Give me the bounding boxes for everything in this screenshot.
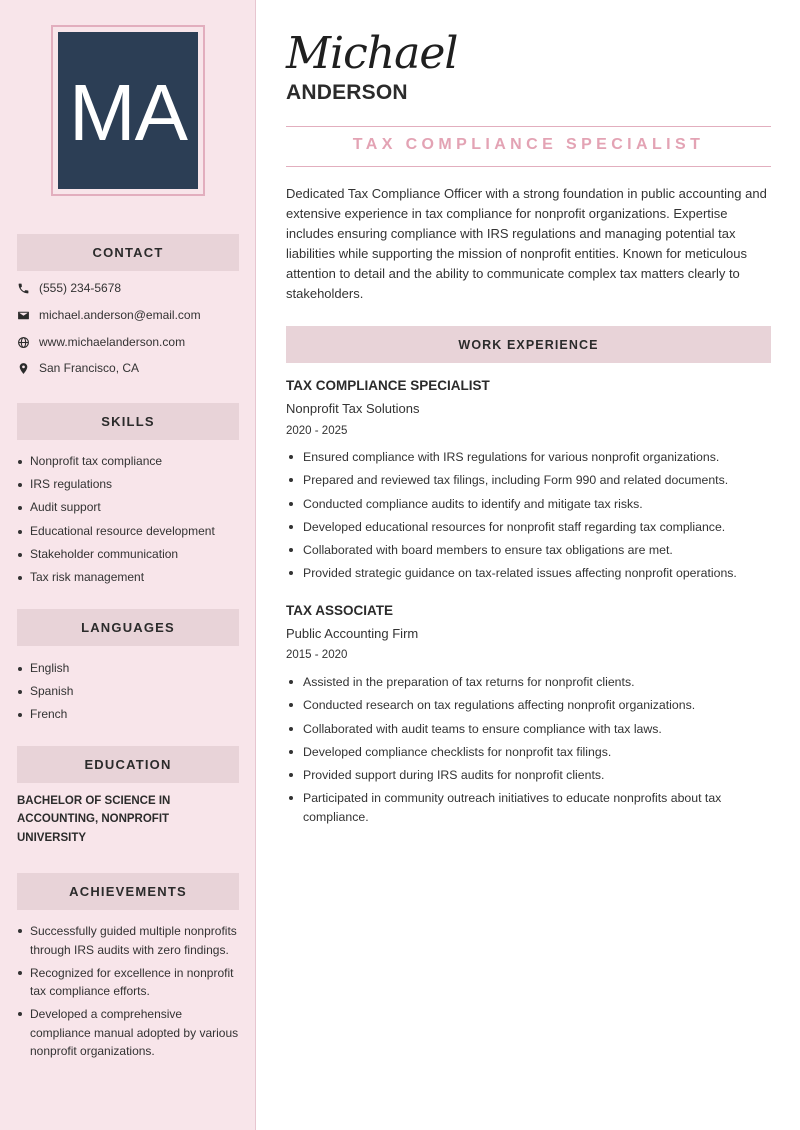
list-item: Spanish [17, 683, 245, 706]
list-item: Participated in community outreach initiatives to educate nonprofits about tax compliance. [286, 789, 766, 826]
contact-website [17, 333, 185, 351]
contact-email [17, 306, 201, 324]
education-heading: EDUCATION [17, 746, 239, 783]
skills-list [17, 453, 245, 592]
achievements-list [17, 922, 242, 1065]
job-dates: 2020 - 2025 [286, 425, 348, 437]
title-rule-top [286, 126, 771, 127]
contact-website-text: www.michaelanderson.com [39, 335, 186, 349]
list-item: Nonprofit tax compliance [17, 453, 245, 476]
job-bullets [286, 673, 766, 831]
list-item: Assisted in the preparation of tax returns for nonprofit clients. [286, 673, 766, 692]
phone-icon [17, 282, 30, 295]
list-item: Audit support [17, 499, 245, 522]
skills-heading: SKILLS [17, 403, 239, 440]
location-pin-icon [17, 362, 30, 375]
monogram-initials: MA [58, 32, 198, 189]
professional-summary: Dedicated Tax Compliance Officer with a strong foundation in public accounting and extensive experience in tax compliance for nonprofit organizations. Expertise includes ensuring compliance with IRS regulations and managing potential tax liabilities while supporting the mission of nonprofit entities. Known for meticulous attention to detail and the ability to communicate complex tax matters clearly to stakeholders. [286, 186, 767, 302]
list-item: Conducted compliance audits to identify and mitigate tax risks. [286, 495, 766, 514]
first-name: Michael [286, 28, 458, 79]
title-rule-bottom [286, 166, 771, 167]
list-item: Developed compliance checklists for nonprofit tax filings. [286, 743, 766, 762]
list-item: Prepared and reviewed tax filings, including Form 990 and related documents. [286, 471, 766, 490]
list-item: IRS regulations [17, 476, 245, 499]
job-title: TAX COMPLIANCE SPECIALIST [352, 136, 705, 153]
languages-list [17, 660, 245, 730]
mail-icon [17, 309, 30, 322]
job-bullets [286, 448, 766, 588]
list-item: Provided strategic guidance on tax-related issues affecting nonprofit operations. [286, 564, 766, 583]
job-company: Public Accounting Firm [286, 626, 419, 641]
job-role: TAX ASSOCIATE [286, 603, 394, 618]
list-item: Conducted research on tax regulations affecting nonprofit organizations. [286, 696, 766, 715]
list-item: Collaborated with board members to ensure tax obligations are met. [286, 541, 766, 560]
list-item: Developed educational resources for nonprofit staff regarding tax compliance. [286, 518, 766, 537]
contact-location-text: San Francisco, CA [39, 361, 140, 375]
list-item: English [17, 660, 245, 683]
list-item: Collaborated with audit teams to ensure compliance with tax laws. [286, 720, 766, 739]
job-dates: 2015 - 2020 [286, 649, 348, 661]
job-role: TAX COMPLIANCE SPECIALIST [286, 378, 490, 393]
achievements-heading: ACHIEVEMENTS [17, 873, 239, 910]
contact-phone [17, 279, 121, 297]
contact-location [17, 359, 139, 377]
globe-icon [17, 336, 30, 349]
list-item: Provided support during IRS audits for nonprofit clients. [286, 766, 766, 785]
list-item: French [17, 706, 245, 729]
contact-phone-text: (555) 234-5678 [39, 281, 122, 295]
monogram-frame [51, 25, 205, 196]
list-item: Successfully guided multiple nonprofits through IRS audits with zero findings. [17, 922, 242, 959]
contact-email-text: michael.anderson@email.com [39, 308, 201, 322]
languages-heading: LANGUAGES [17, 609, 239, 646]
education-degree: BACHELOR OF SCIENCE IN ACCOUNTING, NONPROFIT UNIVERSITY [17, 795, 171, 844]
list-item: Recognized for excellence in nonprofit tax compliance efforts. [17, 964, 242, 1001]
list-item: Ensured compliance with IRS regulations for various nonprofit organizations. [286, 448, 766, 467]
list-item: Developed a comprehensive compliance manual adopted by various nonprofit organizations. [17, 1005, 242, 1061]
job-company: Nonprofit Tax Solutions [286, 401, 420, 416]
list-item: Educational resource development [17, 523, 245, 546]
list-item: Stakeholder communication [17, 546, 245, 569]
contact-heading: CONTACT [17, 234, 239, 271]
list-item: Tax risk management [17, 569, 245, 592]
work-experience-heading: WORK EXPERIENCE [286, 326, 771, 363]
last-name: ANDERSON [286, 81, 408, 104]
